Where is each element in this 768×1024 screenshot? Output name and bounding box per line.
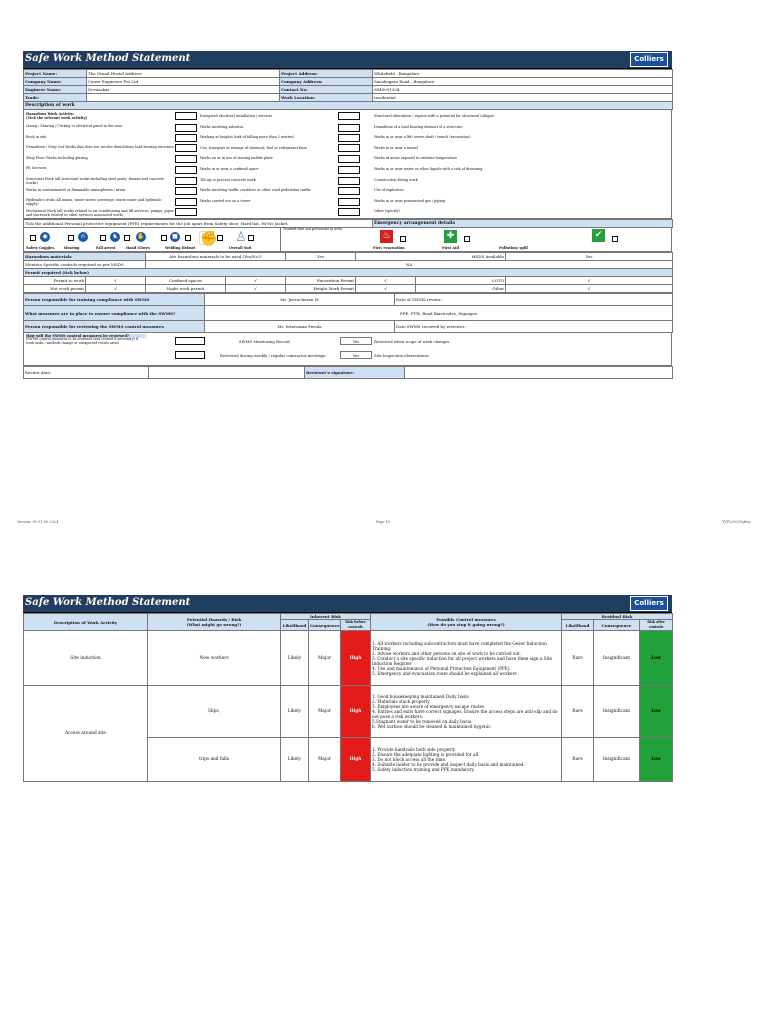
company-name-label: Company Name: — [24, 78, 87, 86]
first-aid-officer-cell: Trained first aid personnel in area — [280, 227, 376, 252]
hazard-activity-item: Works in or near a confined space — [200, 167, 259, 171]
glove-brown-icon: ✊ — [200, 231, 218, 247]
reviewer-signature-label: Reviewer's signature: — [305, 367, 405, 379]
header-hazards: Potential Hazards / Risk (What might go wrong?) — [148, 614, 281, 631]
hazardous-materials-answer[interactable]: Yes — [286, 253, 356, 261]
risk-before-badge: High — [341, 686, 371, 738]
hazard-checkbox[interactable] — [338, 124, 360, 132]
residual-consequence: Insignificant — [594, 631, 640, 686]
risk-consequence: Major — [309, 738, 341, 782]
permit-tick[interactable]: √ — [506, 277, 673, 285]
fire-evacuation-icon: ♨ — [380, 230, 393, 243]
review-option-monitoring: SWMS Monitoring Record — [239, 339, 290, 344]
hazard-activity-item: Works in or near pressurised gas / piping — [374, 198, 446, 203]
review-method-block — [23, 333, 672, 366]
materials-permits-table — [23, 252, 673, 293]
how-reviewed-label: How will the SWMS control measures be reviewed? — [26, 334, 146, 338]
ppe-checkbox-overall[interactable] — [217, 235, 223, 241]
hazard-activity-item: Works carried out on a tower — [200, 198, 251, 203]
page2-banner — [23, 595, 672, 613]
permit-tick[interactable]: √ — [86, 285, 146, 293]
msds-value[interactable]: Yes — [506, 253, 673, 261]
hazard-activity-item: Use, transport or storage of chemical, fuel or refrigerant lines — [200, 145, 308, 150]
pollution-spill-icon: ✔ — [592, 229, 605, 242]
header-likelihood-2: Likelihood — [562, 620, 594, 631]
hazard-checkbox[interactable] — [338, 134, 360, 142]
risk-before-badge: High — [341, 738, 371, 782]
hazard-checkbox[interactable] — [338, 177, 360, 185]
permit-name: Height Work Permit — [286, 285, 356, 293]
responsibility-table — [23, 293, 673, 333]
emergency-checkbox-fire[interactable] — [400, 236, 406, 242]
hazard-activity-item: Hydraulics work (all mains, waste water, sewerage, storm water and hydraulic supply) — [26, 198, 162, 207]
header-activity: Description of Work Activity — [24, 614, 148, 631]
header-consequence-2: Consequence — [594, 620, 640, 631]
specific-controls-label: Mention Specific controls required as per MSDS. — [24, 261, 146, 269]
ppe-checkbox-welding[interactable] — [161, 235, 167, 241]
risk-hazard: New workers — [148, 631, 281, 686]
residual-consequence: Insignificant — [594, 686, 640, 738]
risk-after-badge: Low — [640, 631, 673, 686]
hazard-activity-item: Structural alterations / repairs with a potential for structural collapse — [374, 114, 495, 118]
reviewer-signature-value[interactable] — [405, 367, 673, 379]
project-info-table — [23, 69, 673, 110]
hazard-activity-item: Works in or near a lift/ sewer shaft / trench (excavation) — [374, 135, 471, 140]
hazard-activity-item: Works in or near water or other liquids with a risk of drowning — [374, 167, 483, 171]
ppe-item-label: Overall Suit — [229, 246, 252, 250]
engineer-value[interactable]: Devasakar — [87, 86, 280, 94]
emergency-checkbox-spill[interactable] — [612, 236, 618, 242]
overall-suit-icon: ♙ — [235, 230, 247, 245]
page1-banner — [23, 51, 672, 69]
hazard-activity-item: Tilt-up or precast concrete work — [200, 177, 256, 182]
specific-controls-value[interactable]: NA — [146, 261, 673, 269]
emergency-label-fire: Fire/ evacuation — [373, 246, 405, 250]
project-address-label: Project Address: — [280, 70, 373, 78]
ppe-item-label: Hearing — [64, 246, 80, 250]
hazard-activity-item: Works in contaminated or flammable atmospheres / areas — [26, 187, 126, 192]
hazard-checkbox[interactable] — [338, 112, 360, 120]
hazardous-materials-question: Are hazardous materials to be used (Yes/No)? — [146, 253, 286, 261]
hazard-checkbox[interactable] — [338, 198, 360, 206]
review-right-scope: Reviewed when scope of work changes — [374, 339, 450, 344]
risk-table — [23, 613, 673, 782]
review-right-inspection: Site Inspection observations — [374, 353, 429, 358]
risk-after-badge: Low — [640, 738, 673, 782]
permit-name: Other — [416, 285, 506, 293]
description-of-work-heading: Description of work — [24, 102, 673, 110]
hazardous-activity-grid — [23, 110, 672, 219]
ppe-checkbox-suit[interactable] — [185, 235, 191, 241]
ppe-item-label: Hand Gloves — [126, 246, 150, 250]
ppe-item-label: Safety Goggles — [26, 246, 55, 250]
reviewer-value[interactable]: Mr. Srinivasan Pavula — [205, 321, 395, 333]
ppe-item-label: Fall arrest — [96, 246, 116, 250]
risk-likelihood: Likely — [281, 686, 309, 738]
gloves-icon: ✋ — [137, 233, 145, 240]
ppe-checkbox-fall-arrest[interactable] — [100, 235, 106, 241]
hazard-activity-item: Working at heights (risk of falling more than 2 metres) — [200, 135, 295, 140]
project-address-value[interactable]: Whitefield , Bangalore — [373, 70, 673, 78]
company-name-value[interactable]: Cyuse Engineers Pvt Ltd — [87, 78, 280, 86]
hazard-activity-item: Shop Floor Works Including glazing — [26, 155, 88, 160]
header-likelihood: Likelihood — [281, 620, 309, 631]
msds-label: MSDS Available — [356, 253, 506, 261]
permit-name: Excavation Permit — [286, 277, 356, 285]
fall-arrest-icon: ♞ — [110, 232, 120, 242]
permit-name: Hot work permit — [24, 285, 86, 293]
hazard-activity-item: Demolition of a load bearing element of a structure — [374, 124, 463, 129]
permit-tick[interactable]: √ — [356, 277, 416, 285]
work-location-label: Work Location: — [280, 94, 373, 102]
header-inherent-risk: Inherent Risk — [281, 614, 371, 620]
permit-name: Night work permit — [146, 285, 226, 293]
permit-tick[interactable]: √ — [226, 277, 286, 285]
ppe-and-emergency-bar — [23, 228, 672, 252]
risk-controls: 1. Provide handrails both side properly. 2. Ensure the adequate lighting is provided for all 3. Do not block access all the time. 4. Suitable ladder to be provide and inspect daily basis and maintained. 5. Safety induction training and PPE mandatory. — [371, 738, 562, 782]
emergency-checkbox-first-aid[interactable] — [464, 236, 470, 242]
review-checkbox-monitoring[interactable] — [175, 337, 205, 345]
risk-consequence: Major — [309, 686, 341, 738]
risk-controls: 1. Good housekeeping maintained Daily basis 2. Materials stack properly 3. Employees are aware of emergency escape routes 4. Entries and exits have correct signages. Ensure the access steps are anti-slip and do not pose a risk workers. 5.Stagnant water to be removed on daily basis. 6. Wet surface should be cleaned & maintained hygenic. — [371, 686, 562, 738]
permit-name: Permit to work — [24, 277, 86, 285]
risk-hazard: Slips, — [148, 686, 281, 738]
footer-version: Version: 01-01-00 2024 — [17, 520, 59, 524]
colliers-logo: Colliers — [630, 52, 668, 67]
hazard-checkbox[interactable] — [338, 208, 360, 216]
permit-name: Confined spaces — [146, 277, 226, 285]
ppe-label: Tick the additional Personal protective equipment (PPE) requirements for the job apart from Safety shoe, Hard hat, Hi-Vis Jacket. — [24, 220, 373, 228]
contact-label: Contact No: — [280, 86, 373, 94]
hazard-activity-item: Lining / Shaving / Cutting to electrical panel in the area — [26, 124, 123, 128]
hazard-activity-item: Demolition / Strip Out Works that does not involve demolitions load bearing structure — [26, 145, 174, 150]
ppe-item-label: Welding Helmet — [165, 246, 196, 250]
page1-title: Safe Work Method Statement — [25, 53, 191, 64]
permit-tick[interactable]: √ — [226, 285, 286, 293]
hazardous-label: Hazardous Work Activity: (Tick the relevant work activity) — [26, 112, 88, 120]
review-date-row — [23, 366, 673, 379]
ppe-checkbox-gloves[interactable] — [124, 235, 130, 241]
hazard-checkbox[interactable] — [338, 144, 360, 152]
contact-value[interactable]: 9449091334 — [373, 86, 673, 94]
hazard-checkbox[interactable] — [338, 187, 360, 195]
header-risk-before: Risk before controls — [341, 620, 371, 631]
engineer-label: Engineer Name: — [24, 86, 87, 94]
hearing-protection-icon: ∩ — [78, 232, 88, 242]
header-risk-after: Risk after controls — [640, 620, 673, 631]
hazard-checkbox[interactable] — [338, 155, 360, 163]
permit-name: LOTO — [416, 277, 506, 285]
residual-likelihood: Rare — [562, 738, 594, 782]
hazard-activity-item: Pit Services — [26, 166, 47, 171]
hazard-activity-item: Use of explosives — [374, 188, 404, 193]
emergency-label-first-aid: First Aid — [442, 246, 459, 250]
reviewer-label: Person responsible for reviewing the SWMS control measures — [24, 321, 205, 333]
risk-before-badge: High — [341, 631, 371, 686]
hazard-activity-item: Works on or in use of moving mobile plant — [200, 156, 273, 161]
company-address-value[interactable]: Sanshagara Road , Bangalore — [373, 78, 673, 86]
residual-likelihood: Rare — [562, 631, 594, 686]
ppe-checkbox-extra[interactable] — [248, 235, 254, 241]
hazard-activity-item: Construction diving work — [374, 177, 418, 182]
how-reviewed-sub: (SWMS control measures to be reviewed (and revised if necessary) if work tasks / methods change or unexpected events arise) — [26, 337, 139, 345]
date-reviewed-label: Date SWMS received by reviewer: — [395, 321, 673, 333]
emergency-label-spill: Pollution/ spill — [499, 246, 528, 250]
permit-row — [24, 285, 673, 293]
permits-label: Permit required (tick below) — [24, 269, 673, 277]
risk-activity: Site induction — [24, 631, 148, 686]
permit-tick[interactable]: √ — [506, 285, 673, 293]
company-address-label: Company Address: — [280, 78, 373, 86]
risk-row-slips — [24, 686, 673, 738]
trade-label: Trade: — [24, 94, 87, 102]
hazard-activity-item: Energized electrical installation / services — [200, 114, 273, 118]
ppe-checkbox-goggles[interactable] — [30, 235, 36, 241]
measures-value[interactable]: PPE, PTW, Road Barricades, Signages — [205, 306, 673, 321]
hazard-activity-item: Works at areas exposed to extreme temperature — [374, 156, 458, 161]
risk-controls: 1. All workers including subcontractors must have completed the Geaer Induction Training. 2. Advise workers and other persons on site of work to be carried out. 3. Conduct a site specific induction for all project workers and have them sign a Site Induction Register 4. Use and maintenance of Personal Protective Equipment (PPE). 5. Emergency and evacuation route should be explained all workers — [371, 631, 562, 686]
project-name-label: Project Name: — [24, 70, 87, 78]
emergency-label: Emergency arrangement details — [373, 220, 673, 228]
measures-label: What measures are in place to ensure compliance with the SWMS? — [24, 306, 205, 321]
hazard-activity-item: Mechanical Work (all works related to air conditioning and lift services, pumps, pipes and ductwork related to other services associated work) — [26, 208, 174, 217]
hazard-activity-item: Structural Work (all structural works including steel posts, frames and concrete works) — [26, 177, 164, 185]
first-aid-icon: ✚ — [444, 230, 457, 243]
swms-page-1 — [23, 51, 672, 379]
review-date-value[interactable] — [149, 367, 305, 379]
goggles-icon: ◉ — [40, 232, 50, 242]
training-label: Person responsible for training compliance with SWMS — [24, 294, 205, 306]
hazard-activity-item: Rock in site — [26, 134, 47, 139]
training-value[interactable]: Mr. Jeevacharan M — [205, 294, 395, 306]
permit-row — [24, 277, 673, 285]
review-option-monitoring-value[interactable]: Yes — [340, 337, 372, 345]
colliers-logo: Colliers — [630, 596, 668, 611]
ppe-checkbox-hearing[interactable] — [68, 235, 74, 241]
header-residual-risk: Residual Risk — [562, 614, 673, 620]
risk-likelihood: Likely — [281, 738, 309, 782]
risk-likelihood: Likely — [281, 631, 309, 686]
footer-doc-id: TVPL001/Safety — [722, 520, 751, 524]
hazard-checkbox[interactable] — [338, 166, 360, 174]
swms-review-label: Date of SWMS review: — [395, 294, 673, 306]
work-location-value[interactable]: residential — [373, 94, 673, 102]
hazard-activity-item: Works involving traffic corridors or other road pedestrian traffic — [200, 188, 311, 193]
review-option-meetings: Reviewed during weekly / regular contractor meetings — [220, 353, 326, 358]
permit-tick[interactable]: √ — [86, 277, 146, 285]
residual-likelihood: Rare — [562, 686, 594, 738]
header-controls: Possible Control measures (How do you stop it going wrong?) — [371, 614, 562, 631]
review-date-label: Review date: — [24, 367, 149, 379]
swms-page-2 — [23, 595, 672, 782]
hazard-activity-item: Other (specify) — [374, 209, 400, 214]
trade-value[interactable] — [87, 94, 280, 102]
project-name-value[interactable]: The Grand Hostel Address — [87, 70, 280, 78]
hazard-activity-item: Works in or near a tunnel — [374, 145, 418, 150]
review-checkbox-meetings[interactable] — [175, 351, 205, 359]
risk-consequence: Major — [309, 631, 341, 686]
risk-row-site-induction — [24, 631, 673, 686]
residual-consequence: Insignificant — [594, 738, 640, 782]
page2-title: Safe Work Method Statement — [25, 597, 191, 608]
footer-page: Page 10 — [376, 520, 391, 524]
review-option-meetings-value[interactable]: Yes — [340, 351, 372, 359]
risk-after-badge: Low — [640, 686, 673, 738]
header-consequence: Consequence — [309, 620, 341, 631]
permit-tick[interactable]: √ — [356, 285, 416, 293]
welding-helmet-icon: ■ — [170, 232, 180, 242]
hazard-activity-item: Works involving asbestos — [200, 124, 244, 129]
risk-hazard: trips and falls — [148, 738, 281, 782]
hazardous-materials-label: Hazardous materials — [24, 253, 146, 261]
risk-activity: Access around site — [24, 686, 148, 782]
